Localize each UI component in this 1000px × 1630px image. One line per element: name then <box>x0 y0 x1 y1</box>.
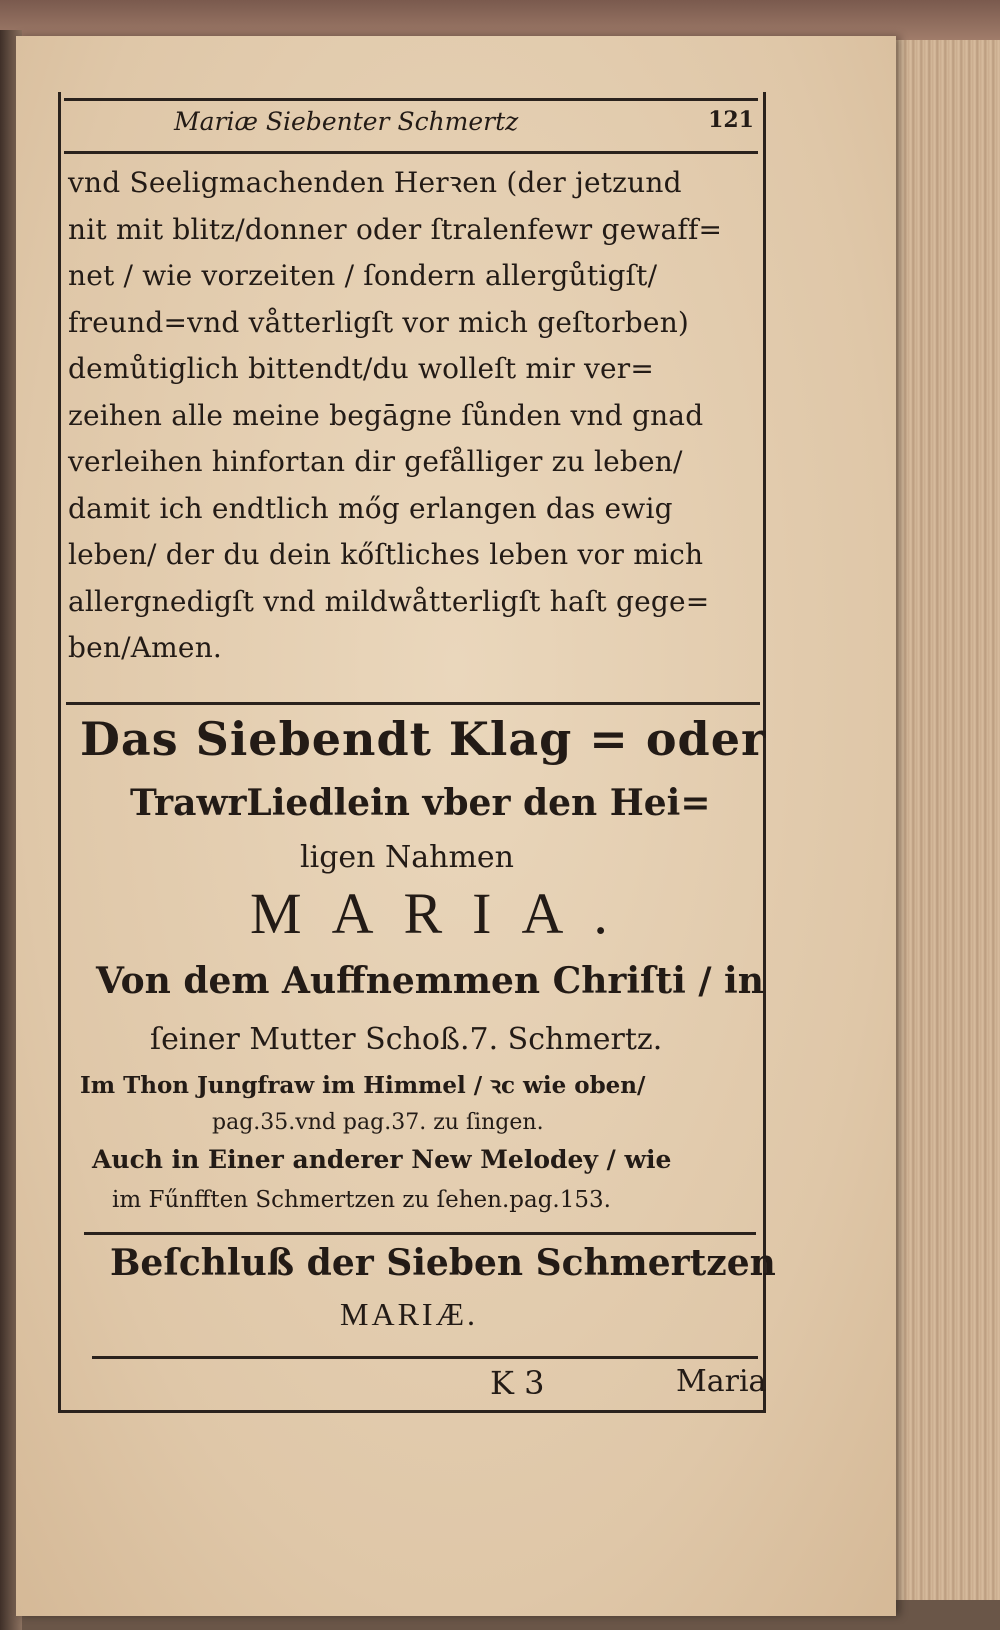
closing-name: MARIÆ. <box>340 1296 479 1332</box>
background-top <box>0 0 1000 40</box>
divider-rule <box>84 1232 756 1235</box>
melody-note: Im Thon Jungfraw im Himmel / ꝛc wie oben/ <box>80 1072 646 1099</box>
text-line: vnd Seeligmachenden Herꝛen (der jetzund <box>68 166 682 199</box>
text-line: verleihen hinfortan dir gefålliger zu leben/ <box>68 445 683 478</box>
text-line: allergnedigſt vnd mildwåtterligſt haſt gege= <box>68 584 710 618</box>
text-line: demůtiglich bittendt/du wolleſt mir ver= <box>68 352 655 385</box>
melody-note-line-2: pag.35.vnd pag.37. zu ſingen. <box>212 1110 544 1135</box>
section-title: Das Siebendt Klag = oder <box>80 712 767 766</box>
page-header <box>64 98 758 154</box>
closing-heading: Beſchluß der Sieben Schmertzen <box>110 1242 776 1284</box>
divider-rule <box>92 1356 758 1359</box>
divider-rule <box>66 702 760 705</box>
melody-alternative: Auch in Einer anderer New Melodey / wie <box>92 1145 672 1174</box>
melody-alternative-line-2: im Fűnfften Schmertzen zu ſehen.pag.153. <box>112 1187 611 1213</box>
text-line: freund=vnd våtterligſt vor mich geſtorben) <box>68 305 690 339</box>
page-number: 121 <box>708 107 754 133</box>
prayer-text <box>68 160 758 672</box>
subtitle: Von dem Auffnemmen Chriſti / in <box>96 960 764 1002</box>
text-line: zeihen alle meine begāgne ſůnden vnd gnad <box>68 398 704 432</box>
signature-mark: K 3 <box>490 1364 545 1402</box>
running-head: Mariæ Siebenter Schmertz <box>174 107 519 136</box>
text-line: damit ich endtlich mőg erlangen das ewig <box>68 491 673 525</box>
section-title-line-2: TrawrLiedlein vber den Hei= <box>130 782 711 824</box>
text-line: net / wie vorzeiten / ſondern allergůtigſt/ <box>68 259 658 292</box>
text-line: nit mit blitz/donner oder ſtralenfewr gewaff= <box>68 212 723 246</box>
section-title-line-3: ligen Nahmen <box>300 840 514 875</box>
subtitle-line-2: ſeiner Mutter Schoß.7. Schmertz. <box>150 1022 663 1057</box>
title-name-maria: MARIA. <box>250 881 638 946</box>
text-line: leben/ der du dein kőſtliches leben vor mich <box>68 538 704 571</box>
catchword: Maria <box>676 1364 767 1399</box>
text-line: ben/Amen. <box>68 631 223 664</box>
